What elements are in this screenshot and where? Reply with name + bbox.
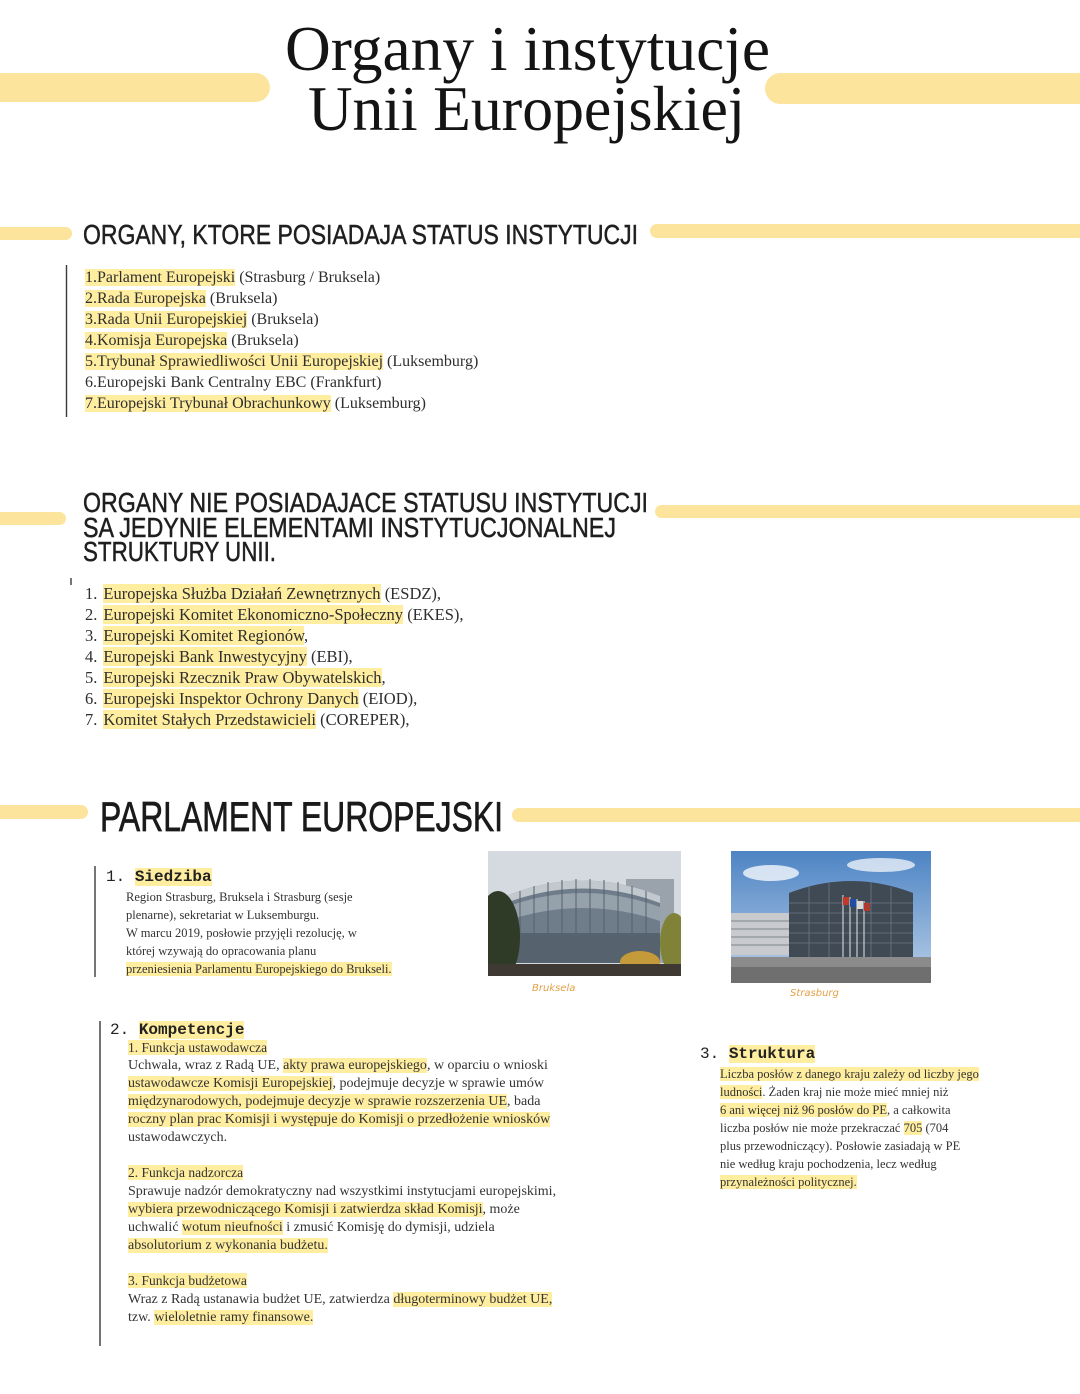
item-number: 1. bbox=[85, 584, 98, 603]
structure-text bbox=[720, 1065, 979, 1191]
item-suffix: (ESDZ), bbox=[380, 584, 442, 603]
item-name: Europejski Komitet Ekonomiczno-Społeczny bbox=[103, 605, 404, 624]
text-segment: Region Strasburg, Bruksela i Strasburg (sesje bbox=[126, 890, 353, 904]
text-line bbox=[720, 1155, 979, 1173]
text-segment: , bada bbox=[507, 1094, 541, 1109]
title-bar-left bbox=[0, 73, 270, 102]
text-line bbox=[128, 1309, 552, 1327]
section3-bar-right bbox=[512, 808, 1080, 822]
item-suffix: (EBI), bbox=[306, 647, 353, 666]
function-title-text: 3. Funkcja budżetowa bbox=[128, 1273, 247, 1288]
photo-flag bbox=[850, 899, 856, 907]
item-location: (Frankfurt) bbox=[306, 374, 382, 391]
photo-caption-strasbourg: Strasburg bbox=[790, 988, 839, 999]
text-line bbox=[128, 1111, 550, 1129]
text-line bbox=[126, 942, 392, 960]
item-number: 4. bbox=[85, 647, 98, 666]
item-suffix: (EIOD), bbox=[358, 689, 418, 708]
item-number: 3. bbox=[85, 626, 98, 645]
strasbourg-parliament-photo bbox=[731, 851, 931, 983]
section2-heading-line2: SA JEDYNIE ELEMENTAMI INSTYTUCJONALNEJ bbox=[83, 512, 616, 543]
text-line bbox=[128, 1075, 550, 1093]
text-line bbox=[720, 1137, 979, 1155]
non-institutions-list bbox=[85, 583, 464, 730]
structure-number: 3. bbox=[700, 1045, 720, 1063]
text-segment: tzw. bbox=[128, 1310, 155, 1325]
text-line bbox=[720, 1119, 979, 1137]
function-title bbox=[128, 1039, 267, 1057]
text-segment: uchwalić bbox=[128, 1220, 183, 1235]
photo-cloud bbox=[743, 865, 799, 881]
page-title-line2: Unii Europejskiej bbox=[308, 73, 745, 144]
text-line bbox=[128, 1093, 550, 1111]
item-name: Komitet Stałych Przedstawicieli bbox=[103, 710, 316, 729]
section2-heading-line3: STRUKTURY UNII. bbox=[83, 536, 276, 567]
item-location: (Luksemburg) bbox=[383, 353, 479, 370]
competences-heading bbox=[110, 1021, 244, 1039]
structure-title: Struktura bbox=[728, 1045, 816, 1063]
item-location: (Luksemburg) bbox=[330, 395, 427, 412]
list-item bbox=[85, 688, 464, 709]
text-segment: Sprawuje nadzór demokratyczny nad wszystkimi instytucjami europejskimi, bbox=[128, 1184, 557, 1199]
text-highlight: wotum nieufności bbox=[182, 1220, 283, 1235]
text-highlight: długoterminowy budżet UE, bbox=[393, 1292, 553, 1307]
seat-title: Siedziba bbox=[134, 868, 212, 886]
list-item bbox=[85, 372, 478, 393]
item-name: 4.Komisja Europejska bbox=[85, 332, 228, 349]
item-number: 5. bbox=[85, 668, 98, 687]
text-segment: nie według kraju pochodzenia, lecz według bbox=[720, 1157, 937, 1171]
item-suffix: , bbox=[303, 626, 309, 645]
text-segment: (704 bbox=[922, 1121, 949, 1135]
section1-bar-left bbox=[0, 227, 72, 240]
item-location: (Strasburg / Bruksela) bbox=[235, 269, 381, 286]
text-highlight: międzynarodowych, podejmuje decyzje w sprawie rozszerzenia UE bbox=[128, 1094, 508, 1109]
competences-number: 2. bbox=[110, 1021, 130, 1039]
text-line bbox=[720, 1065, 979, 1083]
list-item bbox=[85, 646, 464, 667]
photo-flag bbox=[864, 903, 870, 911]
text-highlight: absolutorium z wykonania budżetu. bbox=[128, 1238, 328, 1253]
function-title-text: 1. Funkcja ustawodawcza bbox=[128, 1040, 268, 1055]
structure-heading bbox=[700, 1045, 815, 1063]
text-segment: Uchwala, wraz z Radą UE, bbox=[128, 1058, 284, 1073]
text-line bbox=[126, 924, 392, 942]
section2-heading-line1: ORGANY NIE POSIADAJACE STATUSU INSTYTUCJI bbox=[83, 487, 648, 518]
list-item bbox=[85, 330, 478, 351]
text-segment: plenarne), sekretariat w Luksemburgu. bbox=[126, 908, 320, 922]
text-line bbox=[128, 1291, 552, 1309]
text-highlight: Liczba posłów z danego kraju zależy od liczby jego bbox=[720, 1067, 979, 1081]
function-text bbox=[128, 1183, 556, 1255]
list-item bbox=[85, 288, 478, 309]
item-name: Europejski Komitet Regionów bbox=[103, 626, 304, 645]
text-highlight: akty prawa europejskiego bbox=[283, 1058, 427, 1073]
item-number: 6. bbox=[85, 689, 98, 708]
text-line bbox=[720, 1101, 979, 1119]
list-item bbox=[85, 667, 464, 688]
photo-ground bbox=[488, 964, 681, 976]
item-suffix: , bbox=[381, 668, 386, 687]
text-line bbox=[128, 1201, 556, 1219]
photo-flag bbox=[857, 901, 863, 909]
item-number: 7. bbox=[85, 710, 98, 729]
text-line bbox=[128, 1057, 550, 1075]
section1-bar-right bbox=[650, 224, 1080, 238]
text-highlight: ludności bbox=[720, 1085, 763, 1099]
text-segment: ustawodawczych. bbox=[128, 1130, 228, 1145]
text-line bbox=[126, 906, 392, 924]
text-highlight: wieloletnie ramy finansowe. bbox=[154, 1310, 314, 1325]
photo-cloud bbox=[847, 858, 915, 872]
item-name: 6.Europejski Bank Centralny EBC bbox=[85, 374, 307, 391]
photo-caption-brussels: Bruksela bbox=[532, 983, 576, 994]
item-location: (Bruksela) bbox=[227, 332, 299, 349]
seat-text bbox=[126, 888, 392, 978]
text-highlight: ustawodawcze Komisji Europejskiej bbox=[128, 1076, 333, 1091]
text-segment: liczba posłów nie może przekraczać bbox=[720, 1121, 904, 1135]
item-number: 2. bbox=[85, 605, 98, 624]
title-bar-right bbox=[765, 73, 1080, 104]
item-name: 5.Trybunał Sprawiedliwości Unii Europejskiej bbox=[85, 353, 384, 370]
list-item bbox=[85, 604, 464, 625]
list-item bbox=[85, 709, 464, 730]
item-suffix: (EKES), bbox=[403, 605, 464, 624]
text-segment: której wzywają do opracowania planu bbox=[126, 944, 317, 958]
item-name: 1.Parlament Europejski bbox=[85, 269, 236, 286]
item-name: Europejski Rzecznik Praw Obywatelskich bbox=[103, 668, 382, 687]
list-item bbox=[85, 583, 464, 604]
item-location: (Bruksela) bbox=[247, 311, 319, 328]
text-segment: W marcu 2019, posłowie przyjęli rezolucję, w bbox=[126, 926, 357, 940]
text-line bbox=[720, 1173, 979, 1191]
text-line bbox=[128, 1129, 550, 1147]
text-line bbox=[126, 888, 392, 906]
section3-bar-left bbox=[0, 805, 88, 819]
item-name: Europejska Służba Działań Zewnętrznych bbox=[103, 584, 381, 603]
text-highlight: wybiera przewodniczącego Komisji i zatwierdza skład Komisji bbox=[128, 1202, 483, 1217]
text-line bbox=[128, 1237, 556, 1255]
photo-flag bbox=[843, 897, 849, 905]
section2-bar-left bbox=[0, 512, 66, 525]
function-text bbox=[128, 1291, 552, 1327]
function-title bbox=[128, 1272, 247, 1290]
item-suffix: (COREPER), bbox=[316, 710, 410, 729]
text-highlight: przeniesienia Parlamentu Europejskiego do Brukseli. bbox=[126, 962, 392, 976]
item-location: (Bruksela) bbox=[205, 290, 278, 307]
page-title-line1: Organy i instytucje bbox=[285, 13, 770, 84]
photo-tower bbox=[789, 881, 913, 957]
section1-heading: ORGANY, KTORE POSIADAJA STATUS INSTYTUCJI bbox=[83, 219, 638, 250]
item-name: 3.Rada Unii Europejskiej bbox=[85, 311, 248, 328]
section3-heading: PARLAMENT EUROPEJSKI bbox=[100, 793, 503, 840]
text-segment: , w oparciu o wnioski bbox=[426, 1058, 548, 1073]
text-segment: , podejmuje decyzje w sprawie umów bbox=[332, 1076, 545, 1091]
text-segment: i zmusić Komisję do dymisji, udziela bbox=[282, 1220, 495, 1235]
seat-number: 1. bbox=[106, 868, 126, 886]
photo-ground bbox=[731, 967, 931, 983]
competences-title: Kompetencje bbox=[138, 1021, 245, 1039]
list-item bbox=[85, 309, 478, 330]
text-line bbox=[128, 1219, 556, 1237]
text-line bbox=[128, 1183, 556, 1201]
text-line bbox=[126, 960, 392, 978]
text-highlight: 6 ani więcej niż 96 posłów do PE bbox=[720, 1103, 887, 1117]
item-name: 2.Rada Europejska bbox=[85, 290, 206, 307]
list-item bbox=[85, 351, 478, 372]
text-segment: , może bbox=[482, 1202, 520, 1217]
text-highlight: 705 bbox=[903, 1121, 923, 1135]
text-segment: Wraz z Radą ustanawia budżet UE, zatwierdza bbox=[128, 1292, 394, 1307]
function-title-text: 2. Funkcja nadzorcza bbox=[128, 1165, 244, 1180]
list-item bbox=[85, 267, 478, 288]
function-title bbox=[128, 1164, 243, 1182]
text-line bbox=[720, 1083, 979, 1101]
text-segment: plus przewodniczący). Posłowie zasiadają w PE bbox=[720, 1139, 961, 1153]
text-segment: . Żaden kraj nie może mieć mniej niż bbox=[762, 1085, 949, 1099]
list-item bbox=[85, 393, 478, 414]
text-highlight: przynależności politycznej. bbox=[720, 1175, 857, 1189]
function-text bbox=[128, 1057, 550, 1147]
item-name: Europejski Inspektor Ochrony Danych bbox=[103, 689, 359, 708]
seat-heading bbox=[106, 868, 212, 886]
item-name: 7.Europejski Trybunał Obrachunkowy bbox=[85, 395, 331, 412]
brussels-parliament-photo bbox=[488, 851, 681, 976]
text-highlight: roczny plan prac Komisji i występuje do Komisji o przedłożenie wniosków bbox=[128, 1112, 551, 1127]
list-item bbox=[85, 625, 464, 646]
section2-bar-right bbox=[655, 505, 1080, 518]
text-segment: , a całkowita bbox=[887, 1103, 951, 1117]
institutions-list bbox=[85, 267, 478, 414]
item-name: Europejski Bank Inwestycyjny bbox=[103, 647, 307, 666]
